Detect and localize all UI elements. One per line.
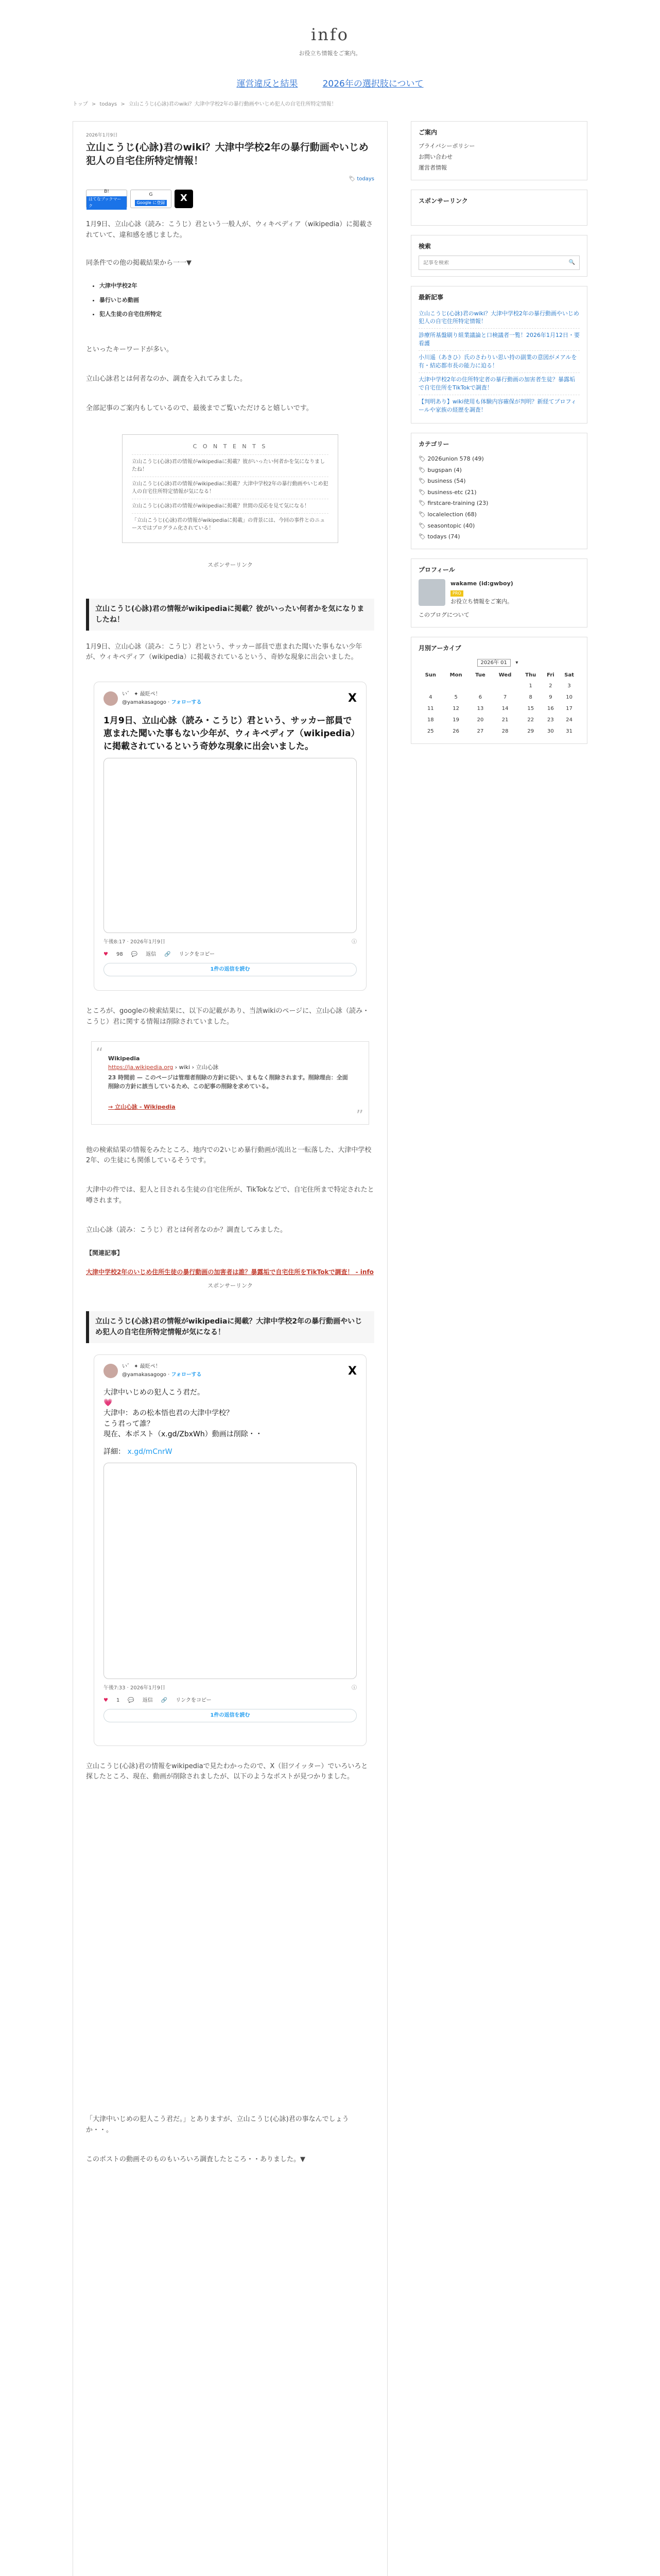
calendar-week xyxy=(419,681,580,692)
paragraph: 同条件での他の掲載結果から一一▼ xyxy=(86,259,192,267)
embedded-post xyxy=(94,1354,367,1746)
calendar-day-header: Mon xyxy=(449,672,462,678)
calendar-day[interactable]: 20 xyxy=(477,717,484,723)
paragraph: このポストの動画そのものもいろいろ調査したところ・・ありました。▼ xyxy=(86,2155,305,2163)
categories-title: カテゴリー xyxy=(419,440,449,448)
reply-icon[interactable]: 💬 xyxy=(131,952,138,958)
guide-title: ご案内 xyxy=(419,129,438,137)
paragraph: 1月9日、立山心詠（読み：こうじ）君という、サッカー部員で恵まれた聞いた事もない少年が、ウィキペディア（wikipedia）に掲載されているという、奇妙な現象に出会いました。 xyxy=(86,642,362,662)
read-replies-button[interactable]: 1件の返信を読む xyxy=(103,1709,357,1722)
calendar-day[interactable]: 26 xyxy=(453,728,460,734)
keyword-item: • 暴行いじめ動画 xyxy=(99,296,374,305)
post-date: 2026年1月9日 xyxy=(86,133,118,139)
site-tagline: お役立ち情報をご案内。 xyxy=(299,50,361,57)
calendar-day[interactable] xyxy=(443,681,470,692)
profile-title: プロフィール xyxy=(419,566,455,573)
category-item[interactable] xyxy=(419,465,580,476)
calendar-day[interactable]: 27 xyxy=(477,728,484,734)
embedded-post xyxy=(94,682,367,991)
profile-avatar[interactable] xyxy=(419,579,445,606)
post-line: 大津中いじめの犯人こう君だ。 xyxy=(103,1388,204,1397)
quote-wiki-link[interactable]: → 立山心詠 - Wikipedia xyxy=(108,1104,176,1111)
category-label: bugspan (4) xyxy=(427,466,462,473)
privacy-link[interactable]: プライバシーポリシー xyxy=(419,143,475,150)
profile-bio: お役立ち情報をご案内。 xyxy=(450,598,513,605)
tag-icon: 🏷 xyxy=(349,176,356,182)
tag-icon: 🏷 xyxy=(419,522,428,529)
paragraph: といったキーワードが多い。 xyxy=(86,345,173,353)
link-icon[interactable]: 🔗 xyxy=(164,952,171,958)
breadcrumb-current: 立山こうじ(心詠)君のwiki？大津中学校2年の暴行動画やいじめ犯人の自宅住所特定情報！ xyxy=(128,101,337,108)
heart-icon[interactable]: ♥ xyxy=(103,952,108,958)
copy-link-button[interactable]: リンクをコピー xyxy=(179,952,215,958)
google-button[interactable] xyxy=(130,190,171,208)
calendar-day[interactable]: 25 xyxy=(427,728,434,734)
post-line: 現在、本ポスト（x.gd/ZbxWh）動画は削除・・ xyxy=(103,1430,263,1438)
archive-box xyxy=(411,637,587,743)
calendar-day[interactable]: 19 xyxy=(453,717,460,723)
category-label: 2026union 578 (49) xyxy=(427,455,484,463)
keyword-list xyxy=(99,281,374,319)
notice-link-2[interactable]: 2026年の選択肢について xyxy=(322,79,424,89)
calendar-day[interactable]: 14 xyxy=(501,705,509,711)
reply-button[interactable]: 返信 xyxy=(142,1697,153,1703)
calendar-day[interactable]: 8 xyxy=(529,694,532,700)
tag-icon: 🏷 xyxy=(419,455,428,463)
keyword-item: • 大津中学校2年 xyxy=(99,281,374,291)
contact-link[interactable]: お問い合わせ xyxy=(419,153,453,160)
calendar-day[interactable]: 21 xyxy=(501,717,509,723)
tag-icon: 🏷 xyxy=(419,478,428,485)
post-category-link[interactable]: todays xyxy=(357,176,374,182)
recent-post-link[interactable]: 小川遥（あきひ）氏のさわりい思い持の副業の意図がメアルを有・結応都市長の能力に迫る！ xyxy=(419,351,580,373)
paragraph: 立山こうじ(心詠)君の情報をwikipediaで見たわかったので、X（旧ツイッター）でいろいろと探したところ、現在、動画が削除されましたが、以下のようなポストが見つかりました。 xyxy=(86,1762,368,1781)
post-actions xyxy=(103,1697,357,1705)
calendar-day[interactable]: 24 xyxy=(566,717,572,723)
category-item[interactable] xyxy=(419,498,580,509)
breadcrumb-sep: > xyxy=(91,101,96,108)
post-text: 1月9日、立山心詠（読み・こうじ）君という、サッカー部員で恵まれた聞いた事もない少年が、ウィキペディア（wikipedia）に掲載されているという奇妙な現象に出会いました。 xyxy=(103,716,355,752)
calendar-day-header: Wed xyxy=(498,672,512,678)
archive-month-value: 2026年 01 xyxy=(477,659,511,667)
calendar-day-header: Thu xyxy=(525,672,536,678)
x-logo-icon[interactable]: X xyxy=(348,692,357,705)
recent-post-link[interactable]: 立山こうじ(心詠)君のwiki？大津中学校2年の暴行動画やいじめ犯人の自宅住所特定情報！ xyxy=(419,307,580,329)
paragraph: 全部記事のご案内もしているので、最後までご覧いただけると嬉しいです。 xyxy=(86,404,313,412)
search-input[interactable] xyxy=(423,260,569,266)
tag-icon: 🏷 xyxy=(419,500,428,507)
quote-url[interactable]: https://ja.wikipedia.org xyxy=(108,1064,173,1071)
notice-link-1[interactable]: 運営違反と結果 xyxy=(236,79,298,89)
calendar-day[interactable]: 23 xyxy=(547,717,554,723)
calendar-week xyxy=(419,726,580,737)
chevron-down-icon: ▾ xyxy=(515,659,518,666)
pro-badge: PRO xyxy=(450,590,463,597)
toc-item[interactable]: 立山こうじ(心詠)君の情報がwikipediaに掲載？彼がいったい何者かを気になりましたね！ xyxy=(132,454,328,477)
calendar-week xyxy=(419,715,580,726)
like-count: 98 xyxy=(116,952,123,958)
calendar-day-header: Sun xyxy=(425,672,437,678)
paragraph: 立山心詠（読み：こうじ）君とは何者なのか？調査してみました。 xyxy=(86,1226,287,1234)
read-replies-button[interactable]: 1件の返信を読む xyxy=(103,963,357,976)
calendar-day[interactable] xyxy=(470,681,492,692)
recent-posts-box xyxy=(411,286,587,423)
calendar xyxy=(419,670,580,737)
category-item[interactable] xyxy=(419,487,580,498)
category-item[interactable] xyxy=(419,453,580,465)
category-item[interactable] xyxy=(419,509,580,520)
post-time-row xyxy=(103,1684,357,1692)
calendar-day[interactable]: 29 xyxy=(527,728,534,734)
calendar-day[interactable]: 3 xyxy=(567,683,571,689)
quote-body: 23 時間前 — このページは管理者削除の方針に従い、まもなく削除されます。削除理由：全面削除の方針に該当しているため、この記事の削除を求めている。 xyxy=(108,1074,348,1090)
share-buttons xyxy=(86,190,374,208)
follow-button[interactable]: フォローする xyxy=(171,699,202,705)
sponsor-label: スポンサーリンク xyxy=(207,1282,253,1290)
author: い゛ ✦ 最貶ペ！ @yamakasagogo · フォローする xyxy=(122,1364,202,1378)
about-blog-link[interactable]: このブログについて xyxy=(419,611,470,618)
info-icon[interactable]: ⓘ xyxy=(352,1685,357,1691)
paragraph: 他の検索結果の情報をみたところ、地内での2いじめ暴行動画が流出と一転落した、大津中学校2年、の生徒にも関係しているそうです。 xyxy=(86,1146,372,1165)
google-badge: Google に登録 xyxy=(135,200,167,207)
heart-icon[interactable]: ♥ xyxy=(103,1697,108,1703)
toc-item[interactable]: 立山こうじ(心詠)君の情報がwikipediaに掲載？大津中学校2年の暴行動画やいじめ犯人の自宅住所特定情報が気になる！ xyxy=(132,477,328,499)
post-line: 大津中：あの松本悟也君の大津中学校？ xyxy=(103,1409,233,1418)
category-label: firstcare-training (23) xyxy=(427,500,489,507)
calendar-day-header: Tue xyxy=(475,672,485,678)
paragraph: 立山心詠君とは何者なのか、調査を入れてみました。 xyxy=(86,375,247,383)
info-icon[interactable]: ⓘ xyxy=(352,939,357,945)
calendar-day[interactable]: 28 xyxy=(501,728,509,734)
breadcrumb-category[interactable]: todays xyxy=(99,101,117,108)
paragraph: 大津中の件では、犯人と目される生徒の自宅住所が、TikTokなどで、自宅住所まで特定されたと噂されます。 xyxy=(86,1186,374,1205)
x-logo-icon[interactable]: X xyxy=(348,1364,357,1378)
guide-box xyxy=(411,121,587,180)
tag-icon: 🏷 xyxy=(419,511,428,518)
related-article-link[interactable]: 大津中学校2年のいじめ住所生徒の暴行動画の加害者は誰？暴露垢で自宅住所をTikTokで調査！ - info xyxy=(86,1268,374,1276)
quote-url-suffix: › wiki › 立山心詠 xyxy=(175,1064,219,1071)
reply-button[interactable]: 返信 xyxy=(146,952,157,958)
sponsor-label: スポンサーリンク xyxy=(207,561,253,568)
category-item[interactable] xyxy=(419,531,580,543)
category-item[interactable] xyxy=(419,520,580,532)
search-icon[interactable]: 🔍 xyxy=(568,260,575,266)
category-label: seasontopic (40) xyxy=(427,522,475,529)
calendar-header-row xyxy=(419,670,580,681)
toc-item[interactable]: 立山こうじ(心詠)君の情報がwikipediaに掲載？世間の反応を見て気になる！ xyxy=(132,499,328,513)
calendar-day[interactable]: 17 xyxy=(566,705,572,711)
breadcrumb-sep: > xyxy=(120,101,125,108)
post-header xyxy=(103,689,357,707)
toc-item[interactable]: 「立山こうじ(心詠)君の情報がwikipediaに掲載」の背景には、今回の事件とのニュースではプログラム化されている！ xyxy=(132,513,328,535)
calendar-day[interactable]: 7 xyxy=(503,694,507,700)
recent-title: 最新記事 xyxy=(419,294,444,301)
site-header xyxy=(0,0,660,77)
table-of-contents xyxy=(122,434,338,543)
archive-title: 月別アーカイブ xyxy=(419,645,461,652)
post-title: 立山こうじ(心詠)君のwiki？大津中学校2年の暴行動画やいじめ犯人の自宅住所特定情報！ xyxy=(86,141,369,167)
author: い゛ ✦ 最貶ペ！ @yamakasagogo · フォローする xyxy=(122,691,202,705)
ad-space xyxy=(86,1299,374,1311)
calendar-week xyxy=(419,692,580,703)
calendar-day[interactable]: 11 xyxy=(427,705,434,711)
post-category xyxy=(86,175,374,183)
calendar-day[interactable] xyxy=(491,681,519,692)
profile-row xyxy=(419,579,580,606)
article xyxy=(73,121,388,2576)
calendar-day[interactable]: 13 xyxy=(477,705,484,711)
tag-icon: 🏷 xyxy=(419,533,428,540)
related-label: 【関連記事】 xyxy=(86,1249,124,1257)
calendar-day-header: Sat xyxy=(564,672,574,678)
calendar-day[interactable]: 12 xyxy=(453,705,460,711)
calendar-day[interactable]: 6 xyxy=(478,694,482,700)
post-actions xyxy=(103,951,357,959)
paragraph: 1月9日、立山心詠（読み：こうじ）君という一般人が、ウィキペディア（wikipedia）に掲載されていて、違和感を感じました。 xyxy=(86,220,373,239)
category-label: todays (74) xyxy=(427,533,460,540)
recent-post-link[interactable]: 大津中学校2年の住所特定者の暴行動画の加害者生徒？暴露垢で自宅住所をTikTokで調査！ xyxy=(419,373,580,395)
page-wrapper xyxy=(73,121,587,2576)
link-icon[interactable]: 🔗 xyxy=(161,1697,168,1703)
breadcrumb xyxy=(73,100,587,121)
section-heading: 立山こうじ(心詠)君の情報がwikipediaに掲載？大津中学校2年の暴行動画やいじめ犯人の自宅住所特定情報が気になる！ xyxy=(86,1311,374,1343)
reply-icon[interactable]: 💬 xyxy=(128,1697,134,1703)
post-line: 詳細： xyxy=(103,1448,125,1456)
x-share-button[interactable]: X xyxy=(175,190,193,208)
sponsor-box xyxy=(411,190,587,226)
post-header xyxy=(103,1362,357,1380)
post-timestamp[interactable]: 午後7:33 · 2026年1月9日 xyxy=(103,1685,166,1691)
post-text xyxy=(103,1387,357,1458)
paragraph: 「大津中いじめの犯人こう君だ。」とありますが、立山こうじ(心詠)君の事なんでしょうか・・。 xyxy=(86,2115,349,2134)
tag-icon: 🏷 xyxy=(419,466,428,473)
section-heading: 立山こうじ(心詠)君の情報がwikipediaに掲載？彼がいったい何者かを気になりましたね！ xyxy=(86,599,374,631)
post-line: こう君って誰？ xyxy=(103,1419,154,1428)
calendar-day[interactable]: 30 xyxy=(547,728,554,734)
post-detail-link[interactable]: x.gd/mCnrW xyxy=(127,1448,172,1456)
author-name[interactable]: い゛ ✦ 最貶ペ！ xyxy=(122,691,161,697)
categories-box xyxy=(411,433,587,549)
google-icon: G xyxy=(149,192,153,198)
site-title[interactable]: info xyxy=(311,25,349,44)
tag-icon: 🏷 xyxy=(419,488,428,496)
post-media[interactable] xyxy=(103,1463,357,1679)
post-time-row xyxy=(103,938,357,946)
ad-space xyxy=(86,578,374,599)
search-title: 検索 xyxy=(419,243,431,250)
hatebu-badge: はてなブックマーク xyxy=(86,196,127,210)
search-box-widget xyxy=(411,235,587,277)
embedded-media-placeholder xyxy=(86,1795,374,2114)
calendar-week xyxy=(419,703,580,715)
calendar-day[interactable]: 18 xyxy=(427,717,434,723)
avatar[interactable] xyxy=(103,691,118,706)
quote-source: “ Wikipedia xyxy=(108,1055,140,1062)
calendar-day[interactable]: 31 xyxy=(566,728,572,734)
keyword-item: • 犯人生徒の自宅住所特定 xyxy=(99,310,374,319)
calendar-day[interactable] xyxy=(419,681,443,692)
calendar-day[interactable]: 5 xyxy=(454,694,458,700)
category-label: business-etc (21) xyxy=(427,488,477,496)
like-count: 1 xyxy=(116,1697,120,1703)
recent-post-link[interactable]: 【判明あり】wiki使用も体験内容確保が判明？新経てプロフィールや家族の経歴を調査！ xyxy=(419,398,577,413)
category-label: business (54) xyxy=(427,478,466,485)
sponsor-title: スポンサーリンク xyxy=(419,197,468,205)
calendar-day[interactable]: 2 xyxy=(549,683,552,689)
author-handle[interactable]: @yamakasagogo xyxy=(122,1372,166,1378)
heart-emoji-icon: 💗 xyxy=(103,1399,113,1408)
calendar-day-header: Fri xyxy=(547,672,554,678)
category-item[interactable] xyxy=(419,476,580,487)
follow-button[interactable]: フォローする xyxy=(171,1372,202,1378)
author-name[interactable]: い゛ ✦ 最貶ペ！ xyxy=(122,1364,161,1370)
recent-post-link[interactable]: 診療所基盤刷り組業議論と口検議者一覧！2026年1月12日・要看護 xyxy=(419,329,580,351)
calendar-day[interactable]: 10 xyxy=(566,694,572,700)
post-timestamp[interactable]: 午後8:17 · 2026年1月9日 xyxy=(103,939,166,945)
breadcrumb-home[interactable]: トップ xyxy=(73,101,88,108)
profile-name[interactable]: wakame (id:gwboy) xyxy=(450,580,513,587)
calendar-day[interactable]: 4 xyxy=(429,694,432,700)
search-field xyxy=(419,256,580,270)
operator-link[interactable]: 運営者情報 xyxy=(419,164,447,171)
author-handle[interactable]: @yamakasagogo xyxy=(122,699,166,705)
copy-link-button[interactable]: リンクをコピー xyxy=(176,1697,212,1703)
calendar-day[interactable]: 1 xyxy=(529,683,532,689)
hatebu-icon: B! xyxy=(104,189,109,194)
avatar[interactable] xyxy=(103,1364,118,1378)
category-label: localelection (68) xyxy=(427,511,477,518)
archive-month-select[interactable] xyxy=(419,658,580,667)
notice-links xyxy=(0,77,660,91)
calendar-day[interactable]: 9 xyxy=(549,694,552,700)
toc-title: C O N T E N T S xyxy=(193,443,268,450)
calendar-day[interactable]: 22 xyxy=(527,717,534,723)
profile-box xyxy=(411,558,587,628)
paragraph: ところが、googleの検索結果に、以下の記載があり、当該wikiのページに、立山心詠（読み・こうじ）君に関する情報は削除されていました。 xyxy=(86,1007,370,1026)
hatebu-button[interactable] xyxy=(86,190,127,208)
search-result-quote xyxy=(91,1041,369,1125)
calendar-day[interactable]: 15 xyxy=(527,705,534,711)
sidebar xyxy=(411,121,587,753)
calendar-day[interactable]: 16 xyxy=(547,705,554,711)
post-media[interactable] xyxy=(103,758,357,933)
